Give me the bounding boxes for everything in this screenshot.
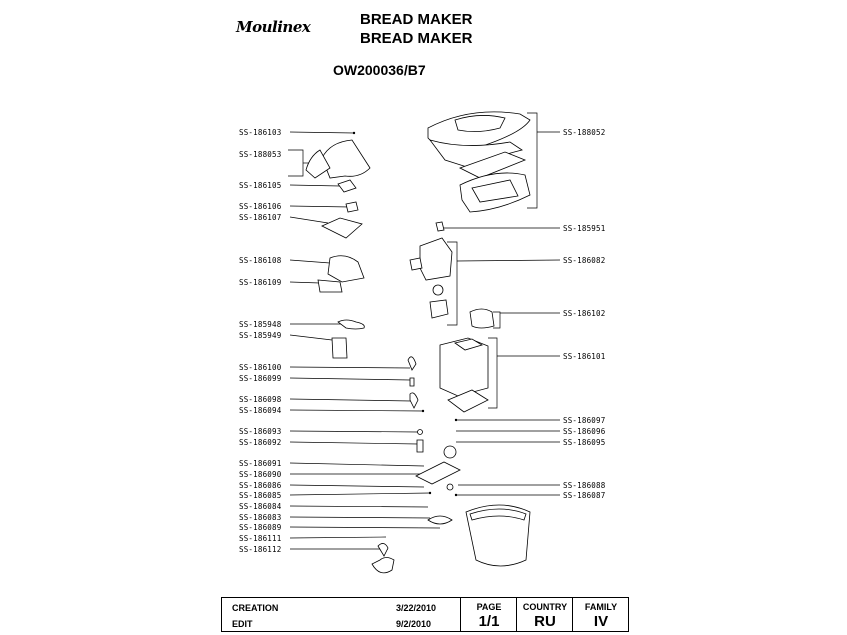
title-block bbox=[221, 597, 629, 632]
family-label: FAMILY bbox=[584, 602, 618, 612]
kneading-paddle bbox=[428, 516, 452, 524]
tube-part bbox=[417, 440, 423, 452]
part-label: SS-186087 bbox=[563, 491, 606, 500]
creation-label: CREATION bbox=[232, 603, 279, 613]
part-label: SS-186103 bbox=[239, 128, 282, 137]
leader-line bbox=[290, 431, 418, 432]
leader-line bbox=[290, 527, 440, 528]
part-label: SS-186105 bbox=[239, 181, 282, 190]
part-label: SS-186085 bbox=[239, 491, 282, 500]
motor-connector bbox=[410, 258, 422, 270]
family-value: IV bbox=[593, 613, 609, 630]
country-value: RU bbox=[534, 613, 556, 630]
drive-gear bbox=[433, 285, 443, 295]
part-label: SS-186109 bbox=[239, 278, 282, 287]
model-number: OW200036/B7 bbox=[333, 62, 426, 78]
leader-line bbox=[290, 260, 330, 263]
clip-part bbox=[410, 378, 414, 386]
leader-line bbox=[290, 132, 354, 133]
part-label: SS-185949 bbox=[239, 331, 282, 340]
part-label: SS-186089 bbox=[239, 523, 282, 532]
country-cell bbox=[516, 598, 573, 631]
country-label: COUNTRY bbox=[522, 602, 568, 612]
part-label: SS-185948 bbox=[239, 320, 282, 329]
bottom-circuit-board bbox=[416, 462, 460, 484]
part-label: SS-186088 bbox=[563, 481, 606, 490]
leader-line bbox=[290, 185, 340, 186]
bracket-line bbox=[488, 338, 497, 408]
part-label: SS-186084 bbox=[239, 502, 282, 511]
motor-housing bbox=[420, 238, 452, 280]
part-label: SS-186107 bbox=[239, 213, 282, 222]
part-label: SS-186083 bbox=[239, 513, 282, 522]
front-housing bbox=[328, 256, 364, 282]
thermostat bbox=[470, 309, 494, 328]
leader-line bbox=[457, 260, 560, 261]
page-title: BREAD MAKER bbox=[360, 11, 473, 28]
part-label: SS-186086 bbox=[239, 481, 282, 490]
small-clip bbox=[346, 202, 358, 212]
paddle-nut bbox=[447, 484, 453, 490]
leader-line bbox=[290, 206, 350, 207]
front-plate bbox=[318, 280, 342, 292]
measuring-cup bbox=[332, 338, 347, 358]
leader-line bbox=[290, 217, 328, 223]
leader-line bbox=[290, 537, 386, 538]
page-label: PAGE bbox=[476, 602, 502, 612]
page-value: 1/1 bbox=[478, 613, 500, 630]
part-label: SS-186090 bbox=[239, 470, 282, 479]
family-cell bbox=[572, 598, 629, 631]
screw-part bbox=[418, 430, 423, 435]
leader-line bbox=[290, 442, 418, 444]
leader-line bbox=[290, 485, 424, 487]
leader-line bbox=[290, 399, 411, 401]
leader-line bbox=[290, 335, 332, 340]
part-label: SS-186092 bbox=[239, 438, 282, 447]
part-label: SS-186112 bbox=[239, 545, 282, 554]
drive-shaft bbox=[430, 300, 448, 318]
part-label: SS-186102 bbox=[563, 309, 606, 318]
power-cord bbox=[372, 558, 394, 573]
leader-line bbox=[290, 410, 423, 411]
cord-clip bbox=[378, 543, 388, 556]
control-panel-cover bbox=[322, 140, 370, 178]
part-label: SS-186094 bbox=[239, 406, 282, 415]
leader-line bbox=[290, 367, 410, 368]
part-label: SS-188052 bbox=[563, 128, 606, 137]
creation-date: 3/22/2010 bbox=[396, 603, 437, 613]
part-label: SS-186097 bbox=[563, 416, 606, 425]
part-label: SS-186091 bbox=[239, 459, 282, 468]
control-board bbox=[322, 218, 362, 238]
leader-line bbox=[290, 463, 424, 466]
leader-line bbox=[290, 517, 430, 518]
part-label: SS-186082 bbox=[563, 256, 606, 265]
leader-line bbox=[290, 378, 410, 380]
part-label: SS-186111 bbox=[239, 534, 282, 543]
part-label: SS-188053 bbox=[239, 150, 282, 159]
page-subtitle: BREAD MAKER bbox=[360, 30, 473, 47]
hook-part bbox=[410, 393, 418, 408]
leader-line bbox=[290, 493, 430, 495]
part-label: SS-186100 bbox=[239, 363, 282, 372]
measuring-spoon bbox=[338, 320, 364, 329]
brand-logo: Moulinex bbox=[236, 18, 311, 36]
seal-ring bbox=[444, 446, 456, 458]
part-label: SS-186106 bbox=[239, 202, 282, 211]
part-label: SS-186099 bbox=[239, 374, 282, 383]
part-label: SS-186101 bbox=[563, 352, 606, 361]
page-cell bbox=[460, 598, 517, 631]
part-label: SS-186093 bbox=[239, 427, 282, 436]
part-label: SS-186095 bbox=[563, 438, 606, 447]
leader-line bbox=[290, 506, 428, 507]
sensor-clip bbox=[436, 222, 444, 231]
part-label: SS-186096 bbox=[563, 427, 606, 436]
edit-date: 9/2/2010 bbox=[396, 619, 432, 629]
edit-label: EDIT bbox=[232, 619, 253, 629]
part-label: SS-186098 bbox=[239, 395, 282, 404]
bracket-line bbox=[288, 150, 303, 176]
part-label: SS-186108 bbox=[239, 256, 282, 265]
switch-part bbox=[338, 180, 356, 192]
leader-line bbox=[290, 282, 320, 283]
part-label: SS-185951 bbox=[563, 224, 606, 233]
